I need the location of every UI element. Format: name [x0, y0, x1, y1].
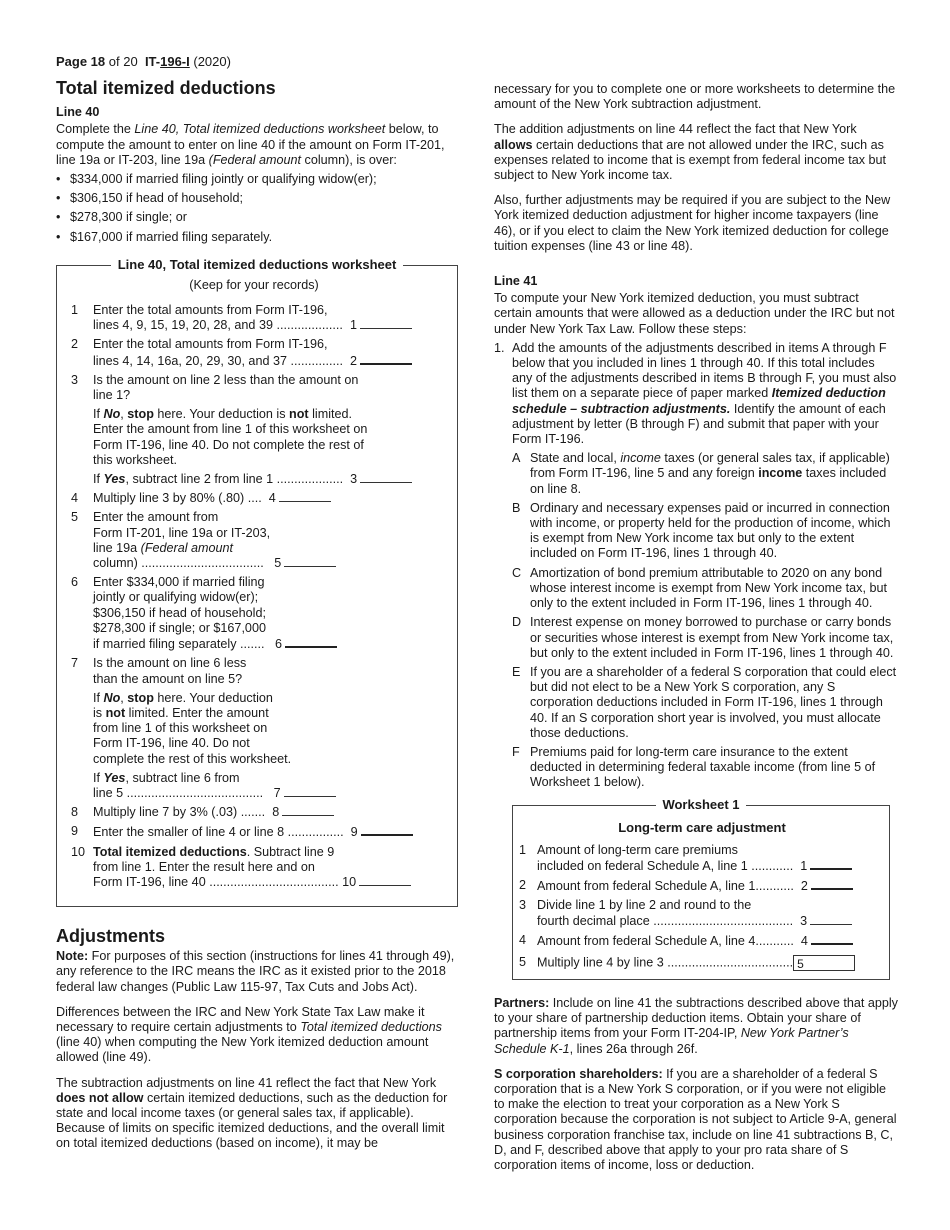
line-10-entry[interactable] — [359, 875, 411, 886]
line-9-entry[interactable] — [361, 824, 413, 836]
worksheet-line-4: 4 Multiply line 3 by 80% (.80) .... 4 — [71, 491, 437, 506]
line-7-entry[interactable] — [284, 786, 336, 797]
line40-worksheet — [56, 256, 458, 907]
ws1-line-5: 5 Multiply line 4 by line 3 .................................... 5 — [519, 955, 885, 971]
right-para-2: The addition adjustments on line 44 reflect the fact that New York allows certain deductions that are not allowed under the IRC, such as expenses related to income that is exempt from federal income tax but subject to New York income tax. — [494, 122, 887, 183]
right-para-1: necessary for you to complete one or more worksheets to determine the amount of the New York subtraction adjustment. — [494, 82, 896, 112]
item-d: D Interest expense on money borrowed to purchase or carry bonds or securities whose interest is exempt from New York income tax, but only to the extent included in Form IT-196, lines 1 through 40. — [512, 615, 894, 660]
form-number: 196-I — [160, 54, 190, 69]
item-f: F Premiums paid for long-term care insurance to the extent deducted in determining federal taxable income (from line 5 of Worksheet 1 below). — [512, 744, 876, 790]
worksheet-1-subtitle: Long-term care adjustment — [618, 819, 786, 835]
worksheet-line-6: 6 Enter $334,000 if married filing jointly or qualifying widow(er); $306,150 if head of household; $278,300 if single; or $167,000 if married filing separately ....... 6 — [71, 575, 437, 652]
item-c: C Amortization of bond premium attributable to 2020 on any bond whose interest income is exempt from New York income tax, but only to the extent included in Form IT-196, lines 1 through 40. — [512, 565, 887, 611]
step-1: 1. Add the amounts of the adjustments described in items A through F below that you included in lines 1 through 40. If this total includes any of the adjustments described in items B through F, you must also list them on a separate piece of paper marked Itemized deduction schedule – subtraction adjustments. Identify the amount of each adjustment by letter (B through F) and submit that paper with your Form IT-196. A State and local, income taxes (or general sales tax, if applicable) from Form IT-196, line 5 and any foreign income taxes included on line 8. B Ordinary and necessary expenses paid or incurred in connection with income, or property held for the production of income, which is exempt from New York income tax but only to the extent included on Form IT-196, lines 1 through 40. C Amortization of bond premium attributable to 2020 on any bond whose interest income is exempt from New York income tax, but only to the extent included in Form IT-196, lines 1 through 40. D Interest expense on money borrowed to purchase or carry bonds or securities whose interest is exempt from New York income tax, but only to the extent included in Form IT-196, lines 1 through 40. E If you are a shareholder of a federal S corporation that could elect but did not elect to be a New York S corporation, any S corporation deductions included in Form IT-196, lines 1 through 40. If an S corporation short year is involved, you must allocate those deductions. F Premiums paid for long-term care insurance to the extent deducted in determining federal taxable income (from line 5 of Worksheet 1 below). — [494, 340, 897, 790]
line40-heading: Line 40 — [56, 105, 100, 120]
worksheet-title: Line 40, Total itemized deductions worksheet — [111, 257, 404, 272]
left-column — [56, 54, 458, 1162]
scorp-para: S corporation shareholders: If you are a shareholder of a federal S corporation that is a New York S corporation, or if you were not eligible to make the election to treat your corporation as a New York S corporation because the corporation is not subject to Article 9-A, general business corporation franchise tax, include on line 41 subtractions B, C, D, and F, described above that apply to your pro rata share of S corporation items of income, loss or deduction. — [494, 1066, 897, 1172]
worksheet-line-9: 9 Enter the smaller of line 4 or line 8 ................ 9 — [71, 824, 437, 840]
worksheet-line-3: 3 Is the amount on line 2 less than the amount on line 1? If No, stop here. Your deduction is not limited. Enter the amount from line 1 of this worksheet on Form IT-196, line 40. Do not complete the rest of this worksheet. If Yes, subtract line 2 from line 1 ................... 3 — [71, 373, 437, 487]
section-title: Total itemized deductions — [56, 78, 276, 99]
line40-intro: Complete the Line 40, Total itemized deductions worksheet below, to compute the amount to enter on line 40 if the amount on Form IT-201, line 19a or IT-203, line 19a (Federal amount column), is over: — [56, 122, 445, 167]
worksheet-line-2: 2 Enter the total amounts from Form IT-196, lines 4, 14, 16a, 20, 29, 30, and 37 ............... 2 — [71, 337, 437, 368]
adjustments-para-3: The subtraction adjustments on line 41 reflect the fact that New York does not allow certain itemized deductions, such as the deduction for state and local income taxes (or general sales tax, if applicable). Because of limits on specific itemized deductions, and the overall limit on total itemized deductions (based on income), it may be — [56, 1075, 448, 1151]
ws1-line-5-entry[interactable]: 5 — [793, 955, 855, 971]
worksheet-line-7: 7 Is the amount on line 6 less than the amount on line 5? If No, stop here. Your deduction is not limited. Enter the amount from line 1 of this worksheet on Form IT-196, line 40. Do not complete the rest of this worksheet. If Yes, subtract line 6 from line 5 ....................................... 7 — [71, 656, 437, 801]
ws1-line-2-entry[interactable] — [811, 878, 853, 890]
worksheet-1 — [512, 796, 890, 980]
ws1-line-4-entry[interactable] — [811, 933, 853, 945]
line41-heading: Line 41 — [494, 274, 538, 289]
threshold-list — [56, 172, 458, 245]
worksheet-line-5: 5 Enter the amount from Form IT-201, line 19a or IT-203, line 19a (Federal amount column) ................................... 5 — [71, 510, 437, 571]
worksheet-line-8: 8 Multiply line 7 by 3% (.03) ....... 8 — [71, 805, 437, 820]
line-1-entry[interactable] — [360, 318, 412, 329]
adjustments-note: Note: For purposes of this section (instructions for lines 41 through 49), any reference to the IRC means the IRC as it existed prior to the 2018 federal law changes (Public Law 115-97, Tax Cuts and Jobs Act). — [56, 949, 455, 994]
worksheet-line-1: 1 Enter the total amounts from Form IT-196, lines 4, 9, 15, 19, 20, 28, and 39 ................... 1 — [71, 303, 437, 333]
adjustments-para-2: Differences between the IRC and New York State Tax Law make it necessary to require certain adjustments to Total itemized deductions (line 40) when computing the New York itemized deduction amount allowed (line 49). — [56, 1004, 442, 1065]
ws1-line-1: 1 Amount of long-term care premiums included on federal Schedule A, line 1 ............ 1 — [519, 843, 885, 874]
line-4-entry[interactable] — [279, 491, 331, 502]
item-b: B Ordinary and necessary expenses paid or incurred in connection with income, or property held for the production of income, which is exempt from New York income tax but only to the extent included on Form IT-196, lines 1 through 40. — [512, 500, 891, 561]
line-6-entry[interactable] — [285, 636, 337, 648]
ws1-line-3-entry[interactable] — [810, 914, 852, 925]
item-e: E If you are a shareholder of a federal S corporation that could elect but did not elect to be a New York S corporation, any S corporation deductions included in Form IT-196, lines 1 through 40. If an S corporation short year is involved, you must allocate those deductions. — [512, 664, 897, 740]
list-item: • $167,000 if married filing separately. — [56, 230, 458, 245]
page-number: Page 18 — [56, 54, 106, 69]
line-5-entry[interactable] — [284, 556, 336, 567]
list-item: • $334,000 if married filing jointly or qualifying widow(er); — [56, 172, 458, 187]
ws1-line-1-entry[interactable] — [810, 858, 852, 870]
worksheet-subtitle: (Keep for your records) — [189, 277, 319, 292]
line-3-entry[interactable] — [360, 472, 412, 483]
worksheet-1-title: Worksheet 1 — [656, 797, 745, 812]
right-para-3: Also, further adjustments may be required if you are subject to the New York itemized deduction adjustment for higher income taxpayers (line 46), or if you elect to claim the New York itemized deduction for college tuition expenses (line 43 or line 48). — [494, 193, 891, 253]
partners-para: Partners: Include on line 41 the subtractions described above that apply to your share of partnership deduction items. Obtain your share of partnership items from your Form IT-204-IP, New York Partner’s Schedule K-1, lines 26a through 26f. — [494, 995, 898, 1056]
worksheet-line-10: 10 Total itemized deductions. Subtract line 9 from line 1. Enter the result here and on Form IT-196, line 40 ..................................... 10 — [71, 845, 437, 891]
right-column — [494, 82, 898, 1183]
adjustments-title: Adjustments — [56, 926, 166, 947]
list-item: • $278,300 if single; or — [56, 210, 458, 225]
line-2-entry[interactable] — [360, 353, 412, 365]
form-year: (2020) — [193, 54, 231, 69]
page-of: of 20 — [108, 54, 138, 69]
ws1-line-4: 4 Amount from federal Schedule A, line 4........... 4 — [519, 933, 885, 949]
line41-intro: To compute your New York itemized deduction, you must subtract certain amounts that were allowed as a deduction under the IRC but not under New York Tax Law. Follow these steps: — [494, 291, 895, 336]
list-item: • $306,150 if head of household; — [56, 191, 458, 206]
form-prefix: IT- — [144, 54, 161, 69]
ws1-line-2: 2 Amount from federal Schedule A, line 1........... 2 — [519, 878, 885, 894]
ws1-line-3: 3 Divide line 1 by line 2 and round to the fourth decimal place ........................................ 3 — [519, 898, 885, 928]
item-a: A State and local, income taxes (or general sales tax, if applicable) from Form IT-196, line 5 and any foreign income taxes included on line 8. — [512, 451, 890, 496]
page-header — [56, 54, 458, 69]
line-8-entry[interactable] — [282, 805, 334, 816]
